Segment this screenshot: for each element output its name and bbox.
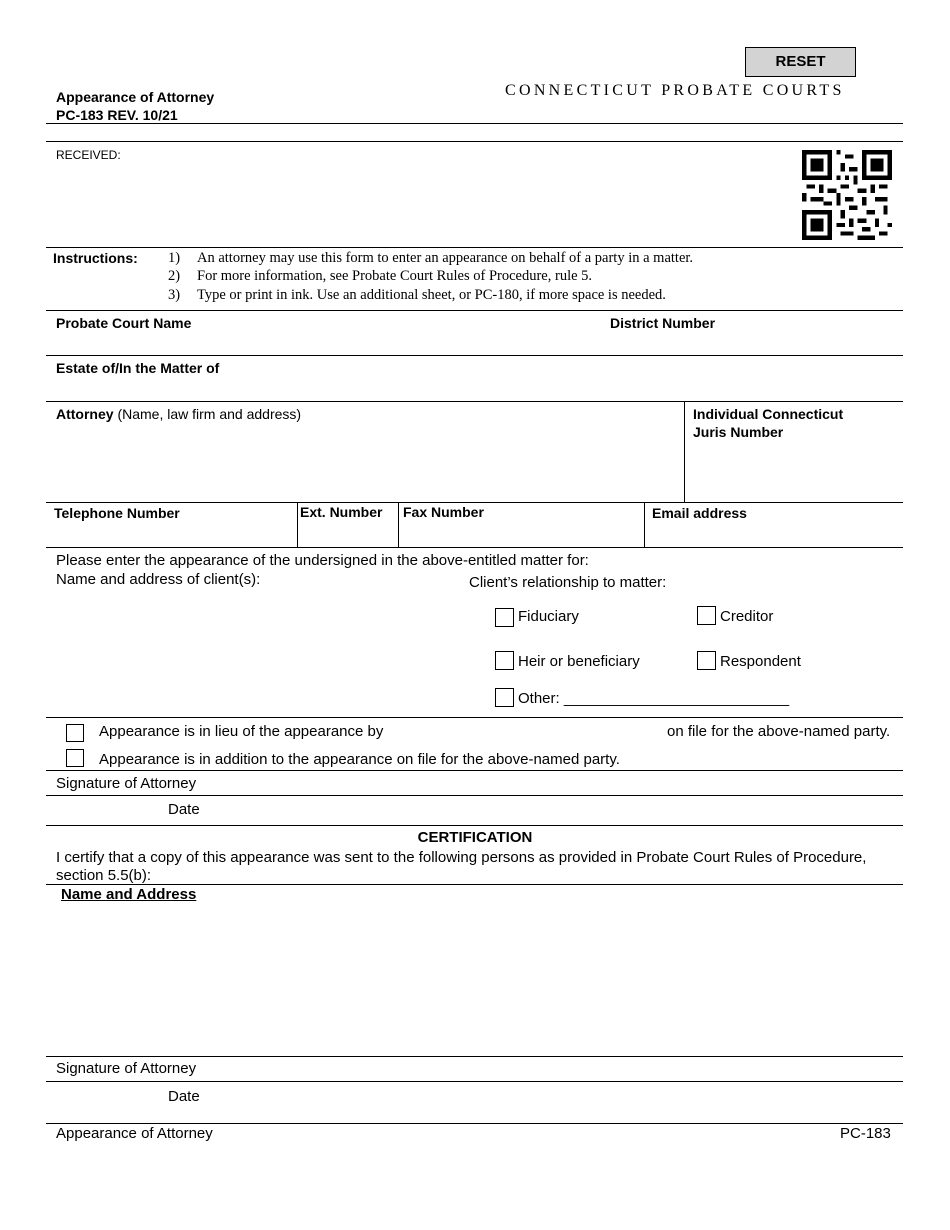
email-input[interactable] <box>652 524 896 546</box>
court-banner: CONNECTICUT PROBATE COURTS <box>505 82 845 99</box>
district-number-label: District Number <box>610 315 716 331</box>
client-name-address-label: Name and address of client(s): <box>56 571 261 588</box>
heir-checkbox[interactable] <box>495 651 514 670</box>
in-lieu-checkbox[interactable] <box>66 724 84 742</box>
district-number-input[interactable] <box>610 333 894 355</box>
heir-label: Heir or beneficiary <box>518 653 640 670</box>
other-checkbox[interactable] <box>495 688 514 707</box>
certification-title: CERTIFICATION <box>417 829 533 846</box>
instruction-text: Type or print in ink. Use an additional sheet, or PC-180, if more space is needed. <box>197 287 666 303</box>
ext-number-label: Ext. Number <box>300 504 383 520</box>
ext-number-input[interactable] <box>300 524 396 546</box>
in-lieu-suffix: on file for the above-named party. <box>667 723 891 740</box>
reset-button[interactable]: RESET <box>745 47 856 77</box>
in-addition-checkbox[interactable] <box>66 749 84 767</box>
qr-code-icon <box>802 150 892 240</box>
in-addition-label: Appearance is in addition to the appearance on file for the above-named party. <box>99 751 620 768</box>
attorney-label-rest: (Name, law firm and address) <box>113 406 302 422</box>
signature-input[interactable] <box>215 774 889 796</box>
attorney-input[interactable] <box>56 425 675 501</box>
date-label-2: Date <box>168 1088 200 1105</box>
client-name-address-input[interactable] <box>56 592 460 714</box>
telephone-input[interactable] <box>54 524 293 546</box>
telephone-label: Telephone Number <box>54 505 180 521</box>
juris-number-label: Individual Connecticut <box>693 406 844 422</box>
other-label: Other: ___________________________ <box>518 690 790 707</box>
form-number: PC-183 REV. 10/21 <box>56 107 178 123</box>
footer-form-number: PC-183 <box>840 1125 891 1142</box>
certification-name-address-label: Name and Address <box>61 886 197 903</box>
footer-form-title: Appearance of Attorney <box>56 1125 213 1142</box>
creditor-label: Creditor <box>720 608 774 625</box>
estate-of-input[interactable] <box>56 378 890 400</box>
certification-text-2: section 5.5(b): <box>56 867 152 884</box>
instruction-num: 2) <box>168 268 181 284</box>
in-lieu-label: Appearance is in lieu of the appearance by <box>99 723 384 740</box>
instruction-text: For more information, see Probate Court Rules of Procedure, rule 5. <box>197 268 593 284</box>
client-intro: Please enter the appearance of the undersigned in the above-entitled matter for: <box>56 552 589 569</box>
certification-name-address-input[interactable] <box>60 908 894 1052</box>
instruction-num: 3) <box>168 287 181 303</box>
attorney-label <box>56 406 301 422</box>
fax-number-label: Fax Number <box>403 504 484 520</box>
creditor-checkbox[interactable] <box>697 606 716 625</box>
in-lieu-attorney-input[interactable] <box>395 722 664 744</box>
signature-input-2[interactable] <box>215 1059 889 1081</box>
fiduciary-label: Fiduciary <box>518 608 579 625</box>
date-input-2[interactable] <box>215 1087 519 1109</box>
client-relationship-label: Client’s relationship to matter: <box>469 574 667 591</box>
fiduciary-checkbox[interactable] <box>495 608 514 627</box>
received-label: RECEIVED: <box>56 148 121 162</box>
instruction-num: 1) <box>168 250 181 266</box>
form-title: Appearance of Attorney <box>56 89 215 105</box>
court-name-input[interactable] <box>56 333 600 355</box>
juris-number-label-2: Juris Number <box>693 424 784 440</box>
respondent-checkbox[interactable] <box>697 651 716 670</box>
instruction-text: An attorney may use this form to enter an appearance on behalf of a party in a matter. <box>197 250 694 266</box>
juris-number-input[interactable] <box>693 450 897 472</box>
estate-of-label: Estate of/In the Matter of <box>56 360 220 376</box>
instructions-label: Instructions: <box>53 250 138 266</box>
signature-label: Signature of Attorney <box>56 775 197 792</box>
email-label: Email address <box>652 505 747 521</box>
court-name-label: Probate Court Name <box>56 315 192 331</box>
fax-number-input[interactable] <box>403 524 642 546</box>
attorney-label-bold: Attorney <box>56 406 114 422</box>
signature-label-2: Signature of Attorney <box>56 1060 197 1077</box>
date-label: Date <box>168 801 200 818</box>
certification-text: I certify that a copy of this appearance was sent to the following persons as provided in Probate Court Rules of Procedure, <box>56 849 867 866</box>
date-input[interactable] <box>215 800 519 822</box>
respondent-label: Respondent <box>720 653 801 670</box>
